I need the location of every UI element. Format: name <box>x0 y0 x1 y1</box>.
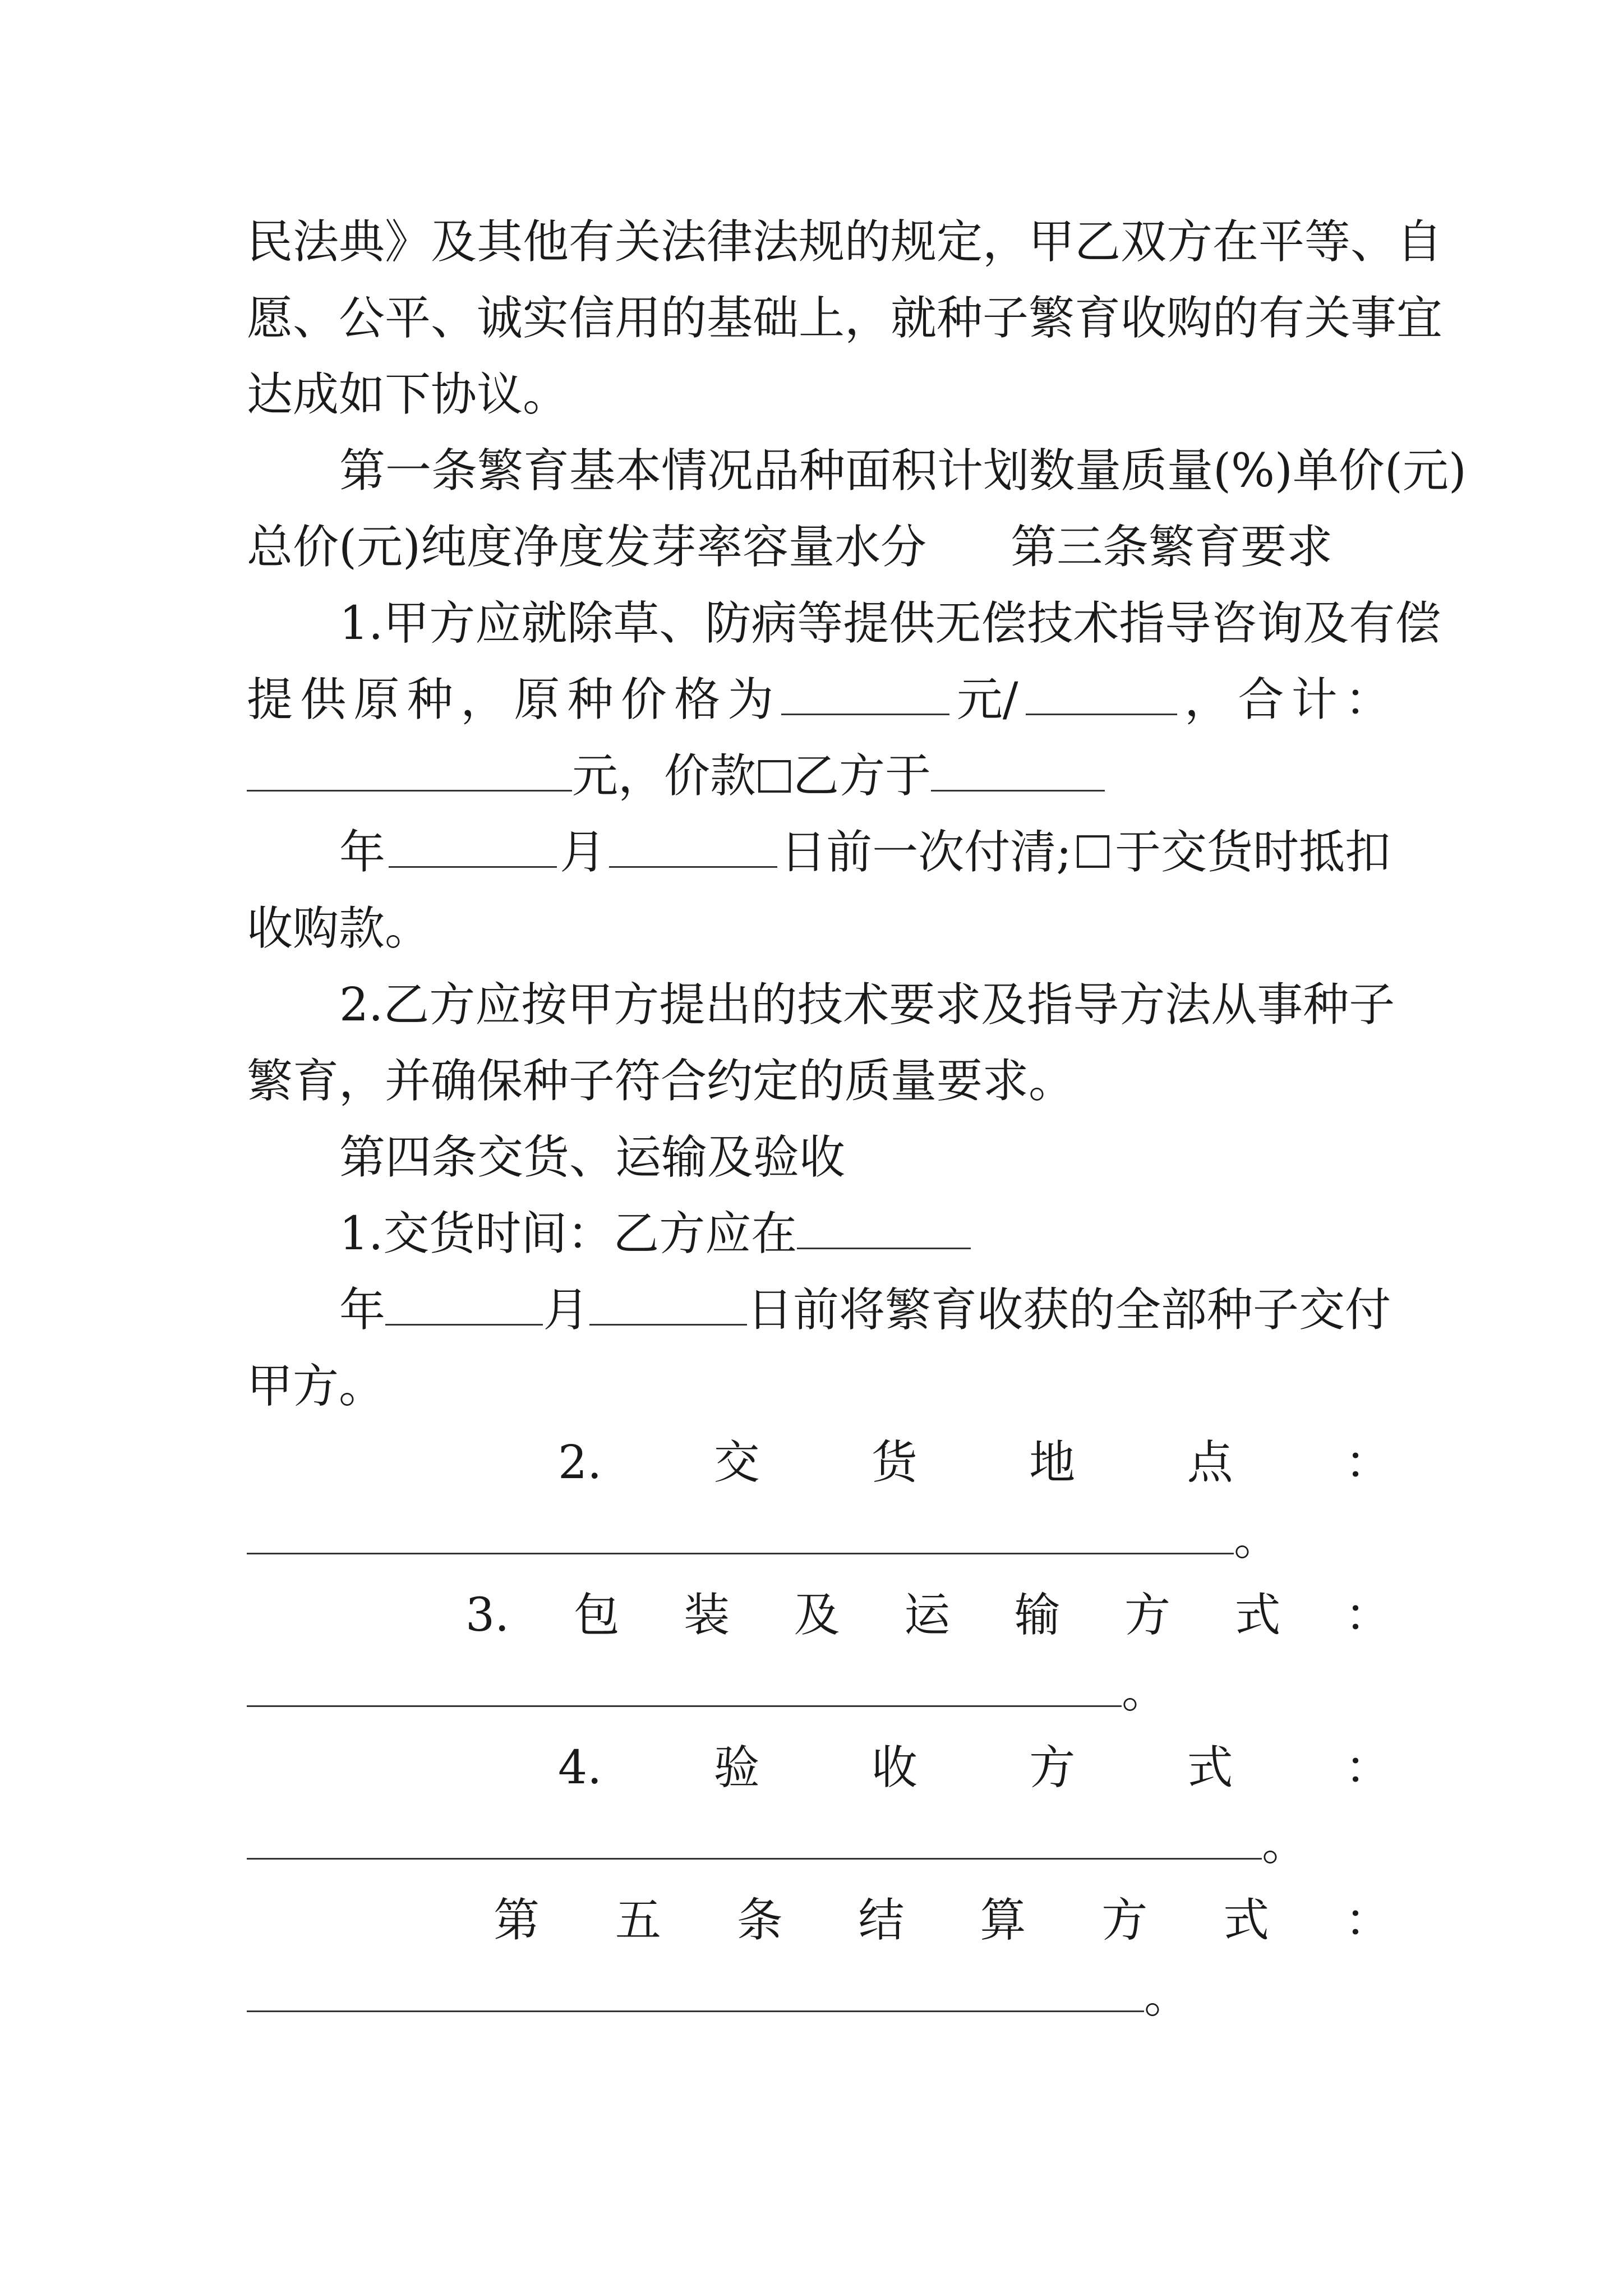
acceptance-label <box>558 1734 1391 1802</box>
text-char: ： <box>1344 1436 1391 1489</box>
price-unit-blank[interactable] <box>1026 670 1177 715</box>
period: 。 <box>1262 1818 1308 1871</box>
payment-day-blank[interactable] <box>609 822 777 868</box>
text-char: 算 <box>980 1894 1026 1947</box>
text-char: 地 <box>1029 1436 1076 1489</box>
payment-text: 乙方于 <box>793 749 932 803</box>
item-2-line-1: 2.乙方应按甲方提出的技术要求及指导方法从事种子 <box>339 978 1395 1032</box>
text-char: 方 <box>1029 1741 1076 1795</box>
period: 。 <box>1234 1512 1280 1566</box>
option-checkbox-2[interactable] <box>1077 835 1109 868</box>
payment-text: 元，价款 <box>572 749 757 803</box>
text-char: 第 <box>494 1894 540 1947</box>
text-char: 收 <box>871 1741 917 1795</box>
item-1-line-5: 收购款。 <box>247 902 431 955</box>
text-char: 包 <box>573 1589 620 1642</box>
text-char: 价 <box>620 673 667 726</box>
total-amount-blank[interactable] <box>247 746 572 792</box>
article-1-line-2 <box>247 514 1391 581</box>
text-char: ： <box>1344 1741 1391 1795</box>
year-label: 年 <box>339 826 386 879</box>
acceptance-blank[interactable] <box>247 1814 1262 1860</box>
text-char: 方 <box>1101 1894 1148 1947</box>
intro-line-2: 愿、公平、诚实信用的基础上，就种子繁育收购的有关事宜 <box>247 292 1443 345</box>
text-char: ： <box>1344 1589 1391 1642</box>
delivery-time-line <box>339 1200 1391 1268</box>
text-char: 原 <box>353 673 400 726</box>
intro-line-1: 民法典》及其他有关法律法规的规定，甲乙双方在平等、自 <box>247 215 1443 269</box>
settlement-blank-line <box>247 1963 1391 2031</box>
payment-month-blank[interactable] <box>389 822 557 868</box>
article-4-title: 第四条交货、运输及验收 <box>339 1131 846 1184</box>
text-char: 式 <box>1234 1589 1281 1642</box>
text-char: 及 <box>794 1589 840 1642</box>
text-char: 提 <box>247 673 293 726</box>
seed-price-blank[interactable] <box>781 670 949 715</box>
delivery-line-end: 甲方。 <box>247 1360 385 1413</box>
text-char: 输 <box>1014 1589 1061 1642</box>
delivery-text: 日前将繁育收获的全部种子交付 <box>746 1283 1391 1337</box>
text-char: ， <box>460 673 507 726</box>
period: 。 <box>1144 1970 1191 2023</box>
item-1-line-3 <box>247 743 1391 810</box>
acceptance-blank-line <box>247 1811 1391 1878</box>
text-char: 五 <box>615 1894 661 1947</box>
article-3-title: 第三条繁育要求 <box>1010 521 1332 574</box>
text-char: 合 <box>1238 673 1284 726</box>
text-char: 供 <box>300 673 347 726</box>
payment-text: 于交货时抵扣 <box>1114 826 1391 879</box>
packing-blank[interactable] <box>247 1662 1122 1707</box>
text-char: 方 <box>1124 1589 1171 1642</box>
text-char: 装 <box>684 1589 730 1642</box>
text-char: 4. <box>558 1741 602 1795</box>
option-checkbox-1[interactable] <box>758 760 791 793</box>
text-char: ： <box>1344 1894 1391 1947</box>
text-char: 结 <box>858 1894 905 1947</box>
text-char: ： <box>1344 673 1391 726</box>
price-unit: 元/ <box>956 673 1018 726</box>
text-char: 计 <box>1291 673 1338 726</box>
text-char: 格 <box>674 673 721 726</box>
delivery-month-blank[interactable] <box>385 1280 543 1326</box>
month-label: 月 <box>560 826 606 879</box>
text-char: 种 <box>407 673 453 726</box>
delivery-place-blank-line <box>247 1506 1391 1573</box>
text-char: 式 <box>1187 1741 1233 1795</box>
month-label: 月 <box>543 1283 589 1337</box>
payment-year-blank[interactable] <box>931 746 1105 792</box>
packing-label <box>465 1582 1391 1649</box>
item-1-line-4 <box>339 819 1391 886</box>
article-1-columns: 总价(元)纯度净度发芽率容量水分 <box>247 521 926 574</box>
year-label: 年 <box>339 1283 386 1337</box>
intro-line-3: 达成如下协议。 <box>247 368 569 421</box>
text-char: 2. <box>558 1436 602 1489</box>
text-char: ， <box>1184 673 1231 726</box>
text-char: 验 <box>713 1741 760 1795</box>
text-char: 条 <box>736 1894 783 1947</box>
delivery-year-blank[interactable] <box>797 1204 971 1249</box>
payment-text: 日前一次付清; <box>780 826 1072 879</box>
item-2-line-2: 繁育，并确保种子符合约定的质量要求。 <box>247 1055 1075 1108</box>
settlement-blank[interactable] <box>247 1967 1144 2012</box>
delivery-time-text: 1.交货时间：乙方应在 <box>339 1207 797 1260</box>
period: 。 <box>1122 1665 1168 1718</box>
text-char: 原 <box>514 673 560 726</box>
item-1-line-2 <box>247 666 1391 734</box>
article-1-line-1: 第一条繁育基本情况品种面积计划数量质量(%)单价(元) <box>339 444 1467 498</box>
text-char: 式 <box>1223 1894 1270 1947</box>
packing-blank-line <box>247 1658 1391 1726</box>
item-1-line-1: 1.甲方应就除草、防病等提供无偿技术指导咨询及有偿 <box>339 597 1441 650</box>
text-char: 种 <box>567 673 614 726</box>
text-char: 货 <box>871 1436 917 1489</box>
text-char: 点 <box>1187 1436 1233 1489</box>
delivery-day-blank[interactable] <box>589 1280 747 1326</box>
delivery-date-line <box>339 1277 1391 1344</box>
text-char: 3. <box>465 1589 510 1642</box>
delivery-place-blank[interactable] <box>247 1509 1234 1554</box>
delivery-place-label <box>558 1429 1391 1497</box>
text-char: 交 <box>713 1436 760 1489</box>
text-char: 为 <box>727 673 774 726</box>
text-char: 运 <box>904 1589 951 1642</box>
article-5-label <box>494 1887 1391 1954</box>
